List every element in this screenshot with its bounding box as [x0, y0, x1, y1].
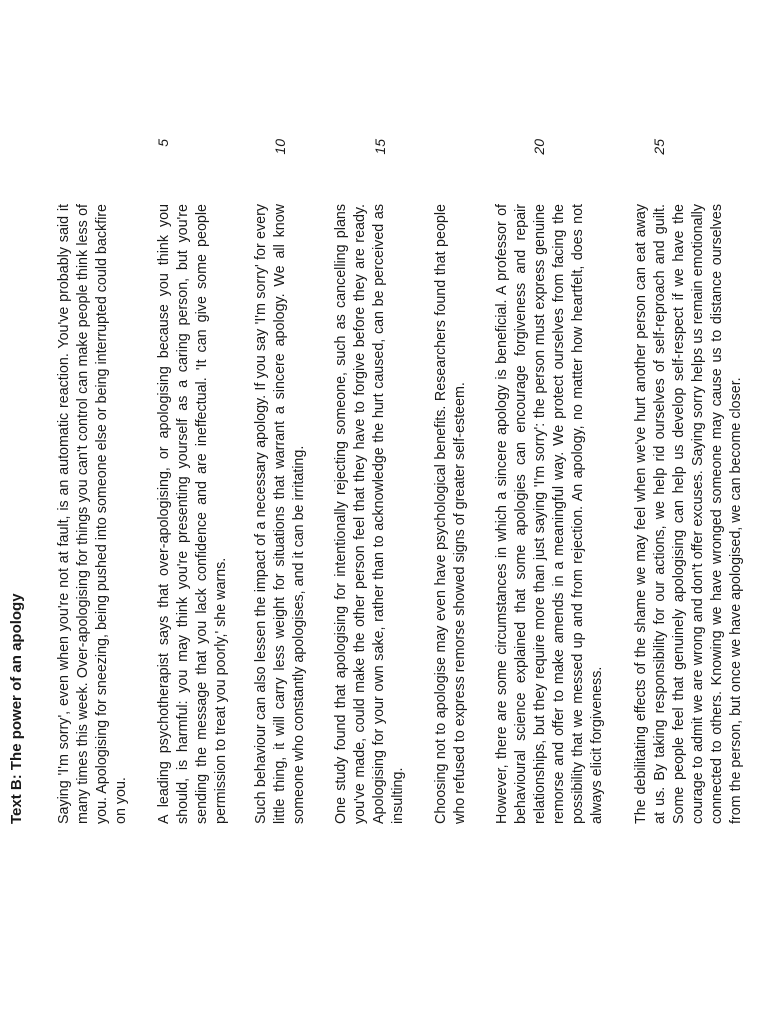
paragraph-7: The debilitating effects of the shame we may feel when we've hurt another person can eat away at us. By taking responsibility for our actions, we help rid ourselves of self-reproach and guilt. Some people feel that genuinely apologising can help us develop self-respect if we have the courage to admit we are wrong and don't offer excuses. Saying sorry helps us remain emotionally connected to others. Knowing we have wronged someone may cause us to distance ourselves from the person, but once we have apologised, we can become closer. [633, 204, 744, 824]
paragraph-4: One study found that apologising for intentionally rejecting someone, such as cancelling plans you've made, could make the other person feel that they have to forgive before they are ready. Apologising for your own sake, rather than to acknowledge the hurt caused, can be perceived as insulting. [333, 204, 406, 824]
document-title: Text B: The power of an apology [8, 593, 25, 824]
paragraph-5: Choosing not to apologise may even have psychological benefits. Researchers found that people who refused to express remorse showed signs of greater self-esteem. [433, 204, 468, 824]
line-number-5: 5 [155, 139, 171, 147]
line-number-25: 25 [651, 139, 667, 155]
paragraph-1: Saying 'I'm sorry', even when you're not at fault, is an automatic reaction. You've probably said it many times this week. Over-apologising for things you can't control can make people think less of you. Apologising for sneezing, being pushed into someone else or being interrupted could backfire on you. [56, 204, 129, 824]
line-number-15: 15 [372, 139, 388, 155]
paragraph-6: However, there are some circumstances in which a sincere apology is beneficial. A professor of behavioural science explained that some apologies can encourage forgiveness and repair relationships, but they require more than just saying 'I'm sorry': the person must express genuine remorse and offer to make amends in a meaningful way. We protect ourselves from facing the possibility that we messed up and from rejection. An apology, no matter how heartfelt, does not always elicit forgiveness. [494, 204, 605, 824]
line-number-20: 20 [531, 139, 547, 155]
paragraph-3: Such behaviour can also lessen the impact of a necessary apology. If you say 'I'm sorry' for every little thing, it will carry less weight for situations that warrant a sincere apology. We all know someone who constantly apologises, and it can be irritating. [253, 204, 307, 824]
paragraph-2: A leading psychotherapist says that over-apologising, or apologising because you think you should, is harmful: you may think you're presenting yourself as a caring person, but you're sending the message that you lack confidence and are ineffectual. 'It can give some people permission to treat you poorly,' she warns. [156, 204, 229, 824]
line-number-10: 10 [272, 139, 288, 155]
